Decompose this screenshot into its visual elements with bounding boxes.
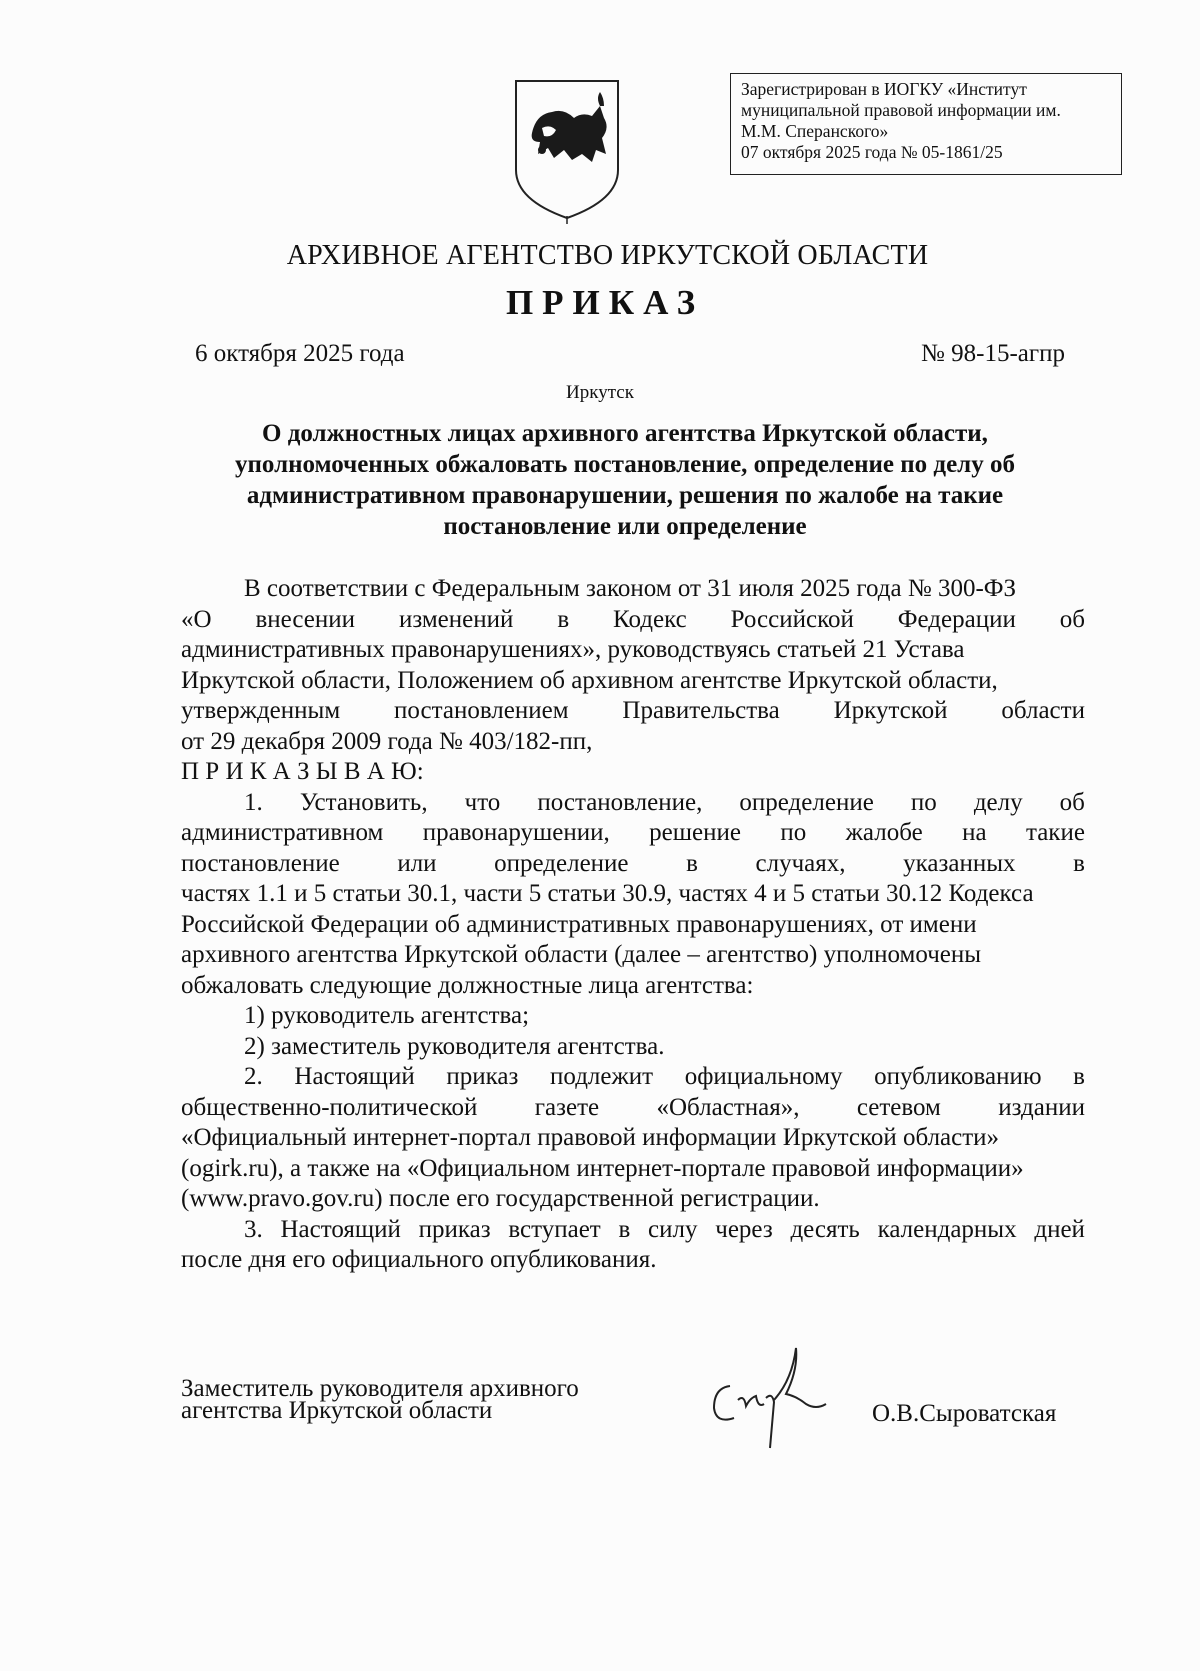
- justified-word: жалобе: [845, 819, 923, 846]
- justified-word: подлежит: [550, 1063, 654, 1090]
- preamble-line: В соответствии с Федеральным законом от 31 июля 2025 года № 300-ФЗ: [244, 575, 1017, 602]
- item2-line: [181, 1062, 1085, 1093]
- justified-word: в: [618, 1215, 631, 1243]
- justified-word: общественно-политической: [181, 1093, 478, 1121]
- signatory-title: [181, 1375, 579, 1424]
- justified-word: сетевом: [856, 1093, 941, 1121]
- justified-word: в: [686, 849, 698, 877]
- justified-word: Установить,: [299, 788, 428, 816]
- signatory-title-line: Заместитель руководителя архивного: [181, 1375, 579, 1402]
- justified-word: десять: [790, 1215, 860, 1243]
- heading-line: постановление или определение: [443, 513, 807, 540]
- justified-word: на: [962, 819, 987, 846]
- justified-word: Иркутской: [833, 697, 948, 724]
- document-number: № 98-15-агпр: [921, 340, 1065, 367]
- registration-line: 07 октября 2025 года № 05-1861/25: [741, 142, 1003, 162]
- document-date: 6 октября 2025 года: [195, 340, 405, 367]
- document-body: [181, 574, 1085, 1276]
- justified-word: приказ: [446, 1063, 519, 1090]
- item2-line: «Официальный интернет-портал правовой информации Иркутской области»: [181, 1124, 1000, 1151]
- justified-word: официальному: [684, 1063, 843, 1090]
- signature-icon: [700, 1340, 840, 1450]
- justified-word: Настоящий: [294, 1063, 415, 1090]
- preamble-line: [181, 605, 1085, 636]
- justified-word: приказ: [418, 1215, 491, 1243]
- justified-word: об: [1059, 788, 1085, 816]
- justified-word: правонарушении,: [422, 819, 610, 846]
- document-type: ПРИКАЗ: [505, 283, 705, 322]
- justified-word: «О: [181, 605, 212, 633]
- heading-line: административном правонарушении, решения по жалобе на такие: [246, 482, 1004, 509]
- justified-word: области: [1001, 697, 1085, 724]
- justified-word: постановление: [181, 849, 340, 877]
- justified-word: решение: [649, 819, 741, 846]
- heading-line: уполномоченных обжаловать постановление, определение по делу об: [235, 451, 1015, 478]
- justified-word: 1.: [244, 788, 263, 816]
- justified-word: внесении: [255, 605, 356, 633]
- justified-word: такие: [1025, 819, 1085, 846]
- justified-word: изменений: [398, 605, 514, 633]
- justified-word: в: [557, 605, 570, 633]
- justified-word: утвержденным: [181, 697, 341, 724]
- justified-word: по: [780, 819, 807, 846]
- justified-word: Федерации: [897, 605, 1016, 633]
- justified-word: административном: [181, 819, 384, 846]
- justified-word: газете: [534, 1093, 600, 1121]
- justified-word: 2.: [244, 1063, 263, 1090]
- justified-word: Кодекс: [613, 605, 687, 633]
- justified-word: случаях,: [755, 849, 846, 877]
- justified-word: определение: [739, 788, 874, 816]
- heading-line: О должностных лицах архивного агентства Иркутской области,: [262, 420, 988, 447]
- item3-line: [181, 1215, 1085, 1246]
- justified-word: «Областная»,: [656, 1093, 800, 1121]
- justified-word: Российской: [730, 605, 854, 633]
- item1-line: [181, 818, 1085, 849]
- justified-word: через: [715, 1215, 773, 1243]
- official-item: 2) заместитель руководителя агентства.: [244, 1032, 665, 1060]
- official-item: 1) руководитель агентства;: [244, 1002, 530, 1029]
- item2-line: [181, 1093, 1085, 1124]
- justified-word: дней: [1034, 1215, 1085, 1243]
- document-city: Иркутск: [566, 382, 634, 403]
- justified-word: Настоящий: [280, 1215, 401, 1243]
- justified-word: 3.: [244, 1215, 263, 1243]
- registration-line: муниципальной правовой информации им.: [741, 100, 1061, 120]
- justified-word: по: [910, 788, 937, 816]
- registration-line: М.М. Сперанского»: [741, 121, 889, 141]
- justified-word: постановление,: [537, 788, 703, 816]
- preamble-line: Иркутской области, Положением об архивном агентстве Иркутской области,: [181, 666, 998, 694]
- justified-word: вступает: [508, 1215, 601, 1243]
- justified-word: силу: [648, 1215, 698, 1243]
- registration-stamp: [730, 73, 1122, 175]
- item1-line: обжаловать следующие должностные лица агентства:: [181, 971, 754, 999]
- item1-line: частях 1.1 и 5 статьи 30.1, части 5 статьи 30.9, частях 4 и 5 статьи 30.12 Кодекса: [181, 880, 1034, 907]
- coat-of-arms-icon: [512, 78, 622, 224]
- justified-word: или: [397, 849, 437, 877]
- justified-word: опубликованию: [874, 1063, 1042, 1090]
- item3-line: после дня его официального опубликования.: [181, 1246, 657, 1273]
- item2-line: (www.pravo.gov.ru) после его государственной регистрации.: [181, 1185, 820, 1212]
- item1-line: [181, 849, 1085, 880]
- document-heading: [170, 418, 1080, 542]
- signatory-name: О.В.Сыроватская: [872, 1400, 1057, 1427]
- item2-line: (ogirk.ru), а также на «Официальном интернет-портале правовой информации»: [181, 1154, 1024, 1182]
- item1-line: Российской Федерации об административных правонарушениях, от имени: [181, 910, 977, 938]
- justified-word: календарных: [877, 1215, 1017, 1243]
- orders-word: П Р И К А З Ы В А Ю:: [181, 758, 424, 785]
- justified-word: издании: [998, 1093, 1085, 1121]
- preamble-line: от 29 декабря 2009 года № 403/182-пп,: [181, 727, 593, 755]
- agency-name: АРХИВНОЕ АГЕНТСТВО ИРКУТСКОЙ ОБЛАСТИ: [286, 240, 929, 271]
- justified-word: в: [1073, 1063, 1085, 1090]
- preamble-line: административных правонарушениях», руководствуясь статьей 21 Устава: [181, 636, 965, 663]
- item1-line: [181, 788, 1085, 819]
- item1-line: архивного агентства Иркутской области (далее – агентство) уполномочены: [181, 941, 982, 968]
- justified-word: что: [464, 788, 501, 816]
- preamble-line: [181, 696, 1085, 727]
- justified-word: в: [1073, 849, 1085, 877]
- justified-word: делу: [973, 788, 1023, 816]
- justified-word: постановлением: [394, 697, 569, 724]
- justified-word: об: [1059, 605, 1085, 633]
- justified-word: указанных: [903, 849, 1016, 877]
- registration-line: Зарегистрирован в ИОГКУ «Институт: [741, 79, 1027, 99]
- signatory-title-line: агентства Иркутской области: [181, 1397, 493, 1424]
- justified-word: определение: [494, 849, 629, 877]
- justified-word: Правительства: [622, 697, 780, 724]
